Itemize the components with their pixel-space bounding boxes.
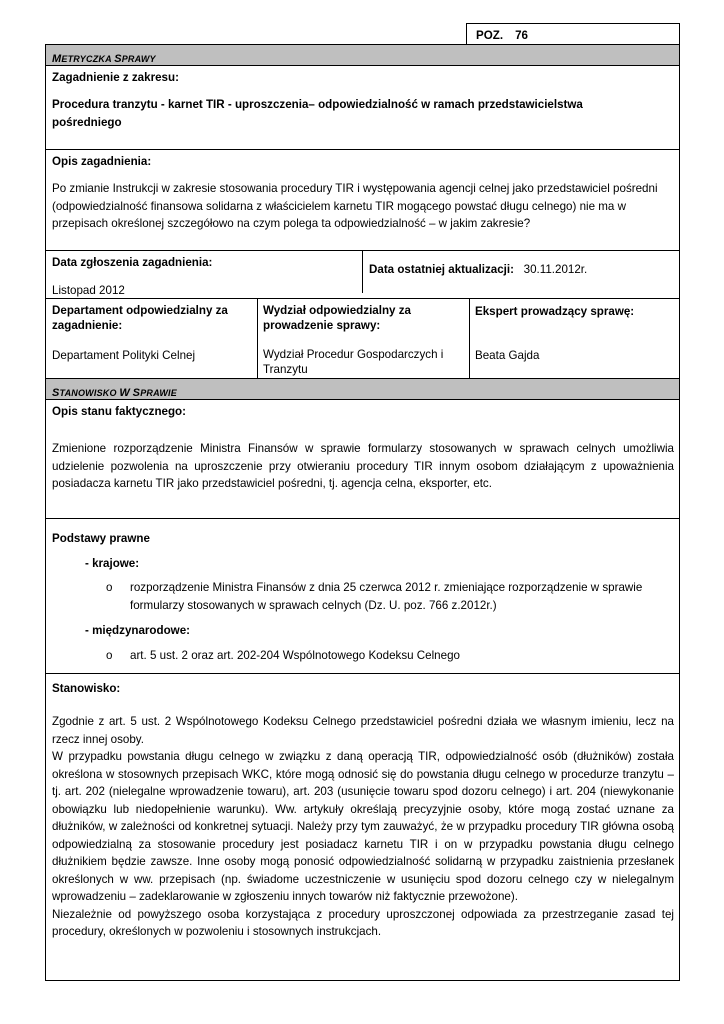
zagadnienie-text: Procedura tranzytu - karnet TIR - uproszczenia– odpowiedzialność w ramach przedstawicielstwa pośredniego — [52, 98, 583, 129]
data-aktualizacji-value: 30.11.2012r. — [523, 263, 588, 276]
krajowe-item: rozporządzenie Ministra Finansów z dnia 25 czerwca 2012 r. zmieniające rozporządzenie w sprawie formularzy stosowanych w sprawach celnych (Dz. U. poz. 766 z.2012r.) — [130, 581, 643, 612]
opis-stanu-label: Opis stanu faktycznego: — [52, 405, 186, 418]
divider — [362, 250, 363, 293]
divider — [46, 518, 679, 519]
miedzynarodowe-item: art. 5 ust. 2 oraz art. 202-204 Wspólnotowego Kodeksu Celnego — [130, 649, 460, 662]
opis-zagadnienia-label: Opis zagadnienia: — [52, 155, 152, 168]
wydzial-label: Wydział odpowiedzialny za prowadzenie sprawy: — [263, 304, 411, 332]
case-sheet — [45, 44, 680, 981]
bullet-icon: o — [106, 649, 113, 662]
stanowisko-label: Stanowisko: — [52, 682, 121, 695]
stanowisko-body — [52, 713, 674, 941]
poz-value: 76 — [515, 29, 528, 42]
data-zgloszenia-value: Listopad 2012 — [52, 284, 125, 297]
divider — [257, 298, 258, 378]
data-aktualizacji-label: Data ostatniej aktualizacji: — [369, 263, 514, 276]
departament-value: Departament Polityki Celnej — [52, 349, 196, 362]
metryczka-header: METRYCZKA SPRAWY — [52, 53, 156, 65]
podstawy-prawne-label: Podstawy prawne — [52, 532, 150, 545]
krajowe-label: - krajowe: — [85, 557, 140, 570]
section-header-stanowisko — [46, 378, 679, 400]
wydzial-value: Wydział Procedur Gospodarczych i Tranzytu — [263, 348, 444, 376]
divider — [46, 149, 679, 150]
data-zgloszenia-label: Data zgłoszenia zagadnienia: — [52, 256, 213, 269]
stanowisko-paragraph-2: W przypadku powstania długu celnego w związku z daną operacją TIR, odpowiedzialność osób (dłużników) została określona w stosownych przepisach WKC, które mogą odnosić się do powstania długu celnego w procedurze tranzytu – tj. art. 202 (nielegalne wprowadzenie towaru), art. 203 (usunięcie towaru spod dozoru celnego) i art. 204 (niewykonanie obowiązku lub niedopełnienie warunku). Ww. artykuły określają precyzyjnie osoby, które mogą zostać uznane za dłużników, w zależności od konkretnej sytuacji. Należy przy tym zauważyć, że w przypadku procedury TIR główna osobą odpowiedzialną za stosowanie procedury jest posiadacz karnetu TIR i on w przypadku powstania długu celnego dłużnikiem będzie zawsze. Inne osoby mogą ponosić odpowiedzialność solidarną w przypadku zaistnienia przesłanek określonych w ww. przepisach (np. świadome uczestniczenie w usunięciu spod dozoru celnego czy w nielegalnym wprowadzeniu – zadeklarowanie w zgłoszeniu innych towarów niż faktycznie przewożone). — [52, 750, 674, 903]
ekspert-label: Ekspert prowadzący sprawę: — [475, 305, 635, 318]
bullet-icon: o — [106, 581, 113, 594]
stanowisko-paragraph-1: Zgodnie z art. 5 ust. 2 Wspólnotowego Kodeksu Celnego przedstawiciel pośredni działa we własnym imieniu, lecz na rzecz innej osoby. — [52, 715, 674, 746]
stanowisko-header: STANOWISKO W SPRAWIE — [52, 387, 177, 399]
position-number-box — [466, 23, 680, 44]
data-aktualizacji — [369, 261, 587, 279]
section-header-metryczka — [46, 45, 679, 66]
divider — [46, 298, 679, 299]
divider — [46, 673, 679, 674]
stanowisko-paragraph-3: Niezależnie od powyższego osoba korzystająca z procedury uproszczonej odpowiada za przestrzeganie zasad tej procedury, określonych w pozwoleniu i stosownych instrukcjach. — [52, 907, 674, 938]
opis-stanu-text: Zmienione rozporządzenie Ministra Finansów w sprawie formularzy stosowanych w sprawach celnych umożliwia udzielenie pozwolenia na uproszczenie przy otwieraniu procedury TIR innym osobom działającym z upoważnienia posiadacza karnetu TIR jako przedstawiciel pośredni, tj. agencja celna, eksporter, etc. — [52, 442, 674, 490]
zagadnienie-label: Zagadnienie z zakresu: — [52, 71, 179, 84]
departament-label: Departament odpowiedzialny za zagadnienie: — [52, 304, 228, 332]
poz-label: POZ. — [476, 29, 504, 42]
opis-zagadnienia-text: Po zmianie Instrukcji w zakresie stosowania procedury TIR i występowania agencji celnej jako przedstawiciel pośredni (odpowiedzialność finansowa solidarna z właścicielem karnetu TIR mogącego powstać długu celnego) nie ma w przepisach określonej szczegółowo na czym polega ta odpowiedzialność – w jakim zakresie? — [52, 182, 658, 230]
miedzynarodowe-label: - międzynarodowe: — [85, 624, 191, 637]
ekspert-value: Beata Gajda — [475, 349, 540, 362]
divider — [469, 298, 470, 378]
